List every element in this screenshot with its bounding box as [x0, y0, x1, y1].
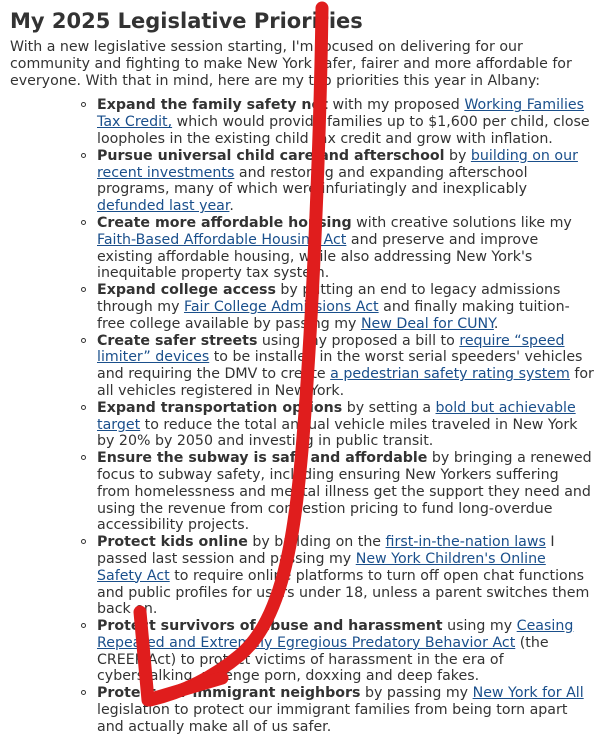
priority-item: [97, 618, 594, 685]
priority-text: by putting an end to legacy admissions through my: [97, 282, 561, 315]
priority-item: [97, 400, 594, 450]
priorities-list: [10, 97, 594, 735]
priority-text: by passing my: [360, 685, 473, 702]
priority-text: for all vehicles registered in New York.: [97, 366, 594, 399]
bullet-icon: [81, 623, 86, 628]
bullet-icon: [81, 690, 86, 695]
priority-text: (the CREEP Act) to protect victims of harassment in the era of cyberstalking, revenge porn, doxxing and deep fakes.: [97, 634, 549, 685]
priority-item: [97, 534, 594, 618]
priority-link[interactable]: Ceasing Repeated and Extremely Egregious Predatory Behavior Act: [97, 618, 574, 651]
priority-text: and finally making tuition-free college available by passing my: [97, 298, 570, 332]
priority-text: to be installed in the worst serial speeders' vehicles and requiring the DMV to create: [97, 349, 583, 383]
priority-heading: Expand college access: [97, 282, 276, 299]
priority-link[interactable]: Fair College Admissions Act: [183, 298, 379, 315]
priority-text: using my: [442, 618, 517, 635]
priority-text: and preserve and improve existing affordable housing, while also addressing New York's inequitable property tax system.: [97, 231, 539, 282]
priority-text: which would provide families up to $1,600 per child, close loopholes in the existing child tax credit and grow with inflation.: [97, 114, 590, 147]
bullet-icon: [81, 287, 86, 292]
priority-item: [97, 215, 594, 282]
priority-item: [97, 685, 594, 735]
bullet-icon: [81, 338, 86, 343]
priority-heading: Create safer streets: [97, 332, 258, 349]
intro-paragraph: With a new legislative session starting, I'm focused on delivering for our community and fighting to make New York safer, fairer and more affordable for everyone. With that in mind, here are my top priorities this year in Albany:: [10, 39, 572, 89]
priority-item: [97, 148, 594, 215]
priority-link[interactable]: New Deal for CUNY: [360, 315, 494, 332]
priority-link[interactable]: defunded last year: [97, 198, 230, 215]
priority-link[interactable]: building on our recent investments: [97, 147, 578, 181]
priority-item: [97, 450, 594, 534]
bullet-icon: [81, 220, 86, 225]
bullet-icon: [81, 405, 86, 410]
priority-text: I passed last session and passing my: [97, 534, 555, 567]
priority-item: [97, 97, 594, 147]
bullet-icon: [81, 102, 86, 107]
page-title: My 2025 Legislative Priorities: [10, 9, 363, 33]
priority-item: [97, 282, 594, 332]
priority-item: [97, 333, 594, 400]
priority-text: with my proposed: [327, 97, 465, 114]
priority-heading: Protect kids online: [97, 534, 248, 551]
priority-text: legislation to protect our immigrant families from being torn apart and actually make all of us safer.: [97, 702, 568, 735]
priority-text: to reduce the total annual vehicle miles traveled in New York by 20% by 2050 and investing in public transit.: [97, 416, 578, 450]
priority-heading: Expand the family safety net: [97, 97, 328, 114]
priority-link[interactable]: Faith-Based Affordable Housing Act: [97, 231, 347, 248]
priority-text: using my proposed a bill to: [257, 332, 460, 349]
bullet-icon: [81, 153, 86, 158]
priority-text: by setting a: [342, 399, 436, 416]
priority-text: by: [444, 147, 471, 164]
priority-heading: Protect survivors of abuse and harassment: [97, 618, 443, 635]
priority-link[interactable]: New York Children's Online Safety Act: [97, 550, 546, 584]
priority-link[interactable]: require “speed limiter” devices: [97, 332, 565, 366]
priority-text: .: [493, 315, 499, 332]
priority-heading: Ensure the subway is safe and affordable: [97, 450, 428, 467]
priority-link[interactable]: bold but achievable target: [97, 399, 576, 433]
priority-link[interactable]: first-in-the-nation laws: [385, 534, 546, 551]
priority-link[interactable]: Working Families Tax Credit,: [97, 97, 585, 131]
priority-link[interactable]: a pedestrian safety rating system: [330, 366, 570, 383]
bullet-icon: [81, 455, 86, 460]
priority-heading: Expand transportation options: [97, 399, 343, 416]
priority-text: with creative solutions like my: [351, 214, 572, 231]
priority-heading: Protect our immigrant neighbors: [97, 685, 361, 702]
priority-text: and restoring and expanding afterschool programs, many of which were infuriatingly and inexplicably: [97, 164, 528, 198]
article: [10, 8, 594, 736]
priority-link[interactable]: New York for All: [472, 685, 584, 702]
priority-text: by building on the: [247, 534, 386, 551]
priority-heading: Create more affordable housing: [97, 214, 352, 231]
priority-text: by bringing a renewed focus to subway safety, including ensuring New Yorkers suffering from homelessness and mental illness get the support they need and using the revenue from congestion pricing to fund long-overdue accessibility projects.: [97, 450, 592, 534]
priority-text: .: [229, 198, 234, 215]
bullet-icon: [81, 539, 86, 544]
priority-heading: Pursue universal child care and afterschool: [97, 147, 445, 164]
priority-text: to require online platforms to turn off open chat functions and public profiles for users under 18, unless a parent switches them back on.: [97, 567, 590, 618]
